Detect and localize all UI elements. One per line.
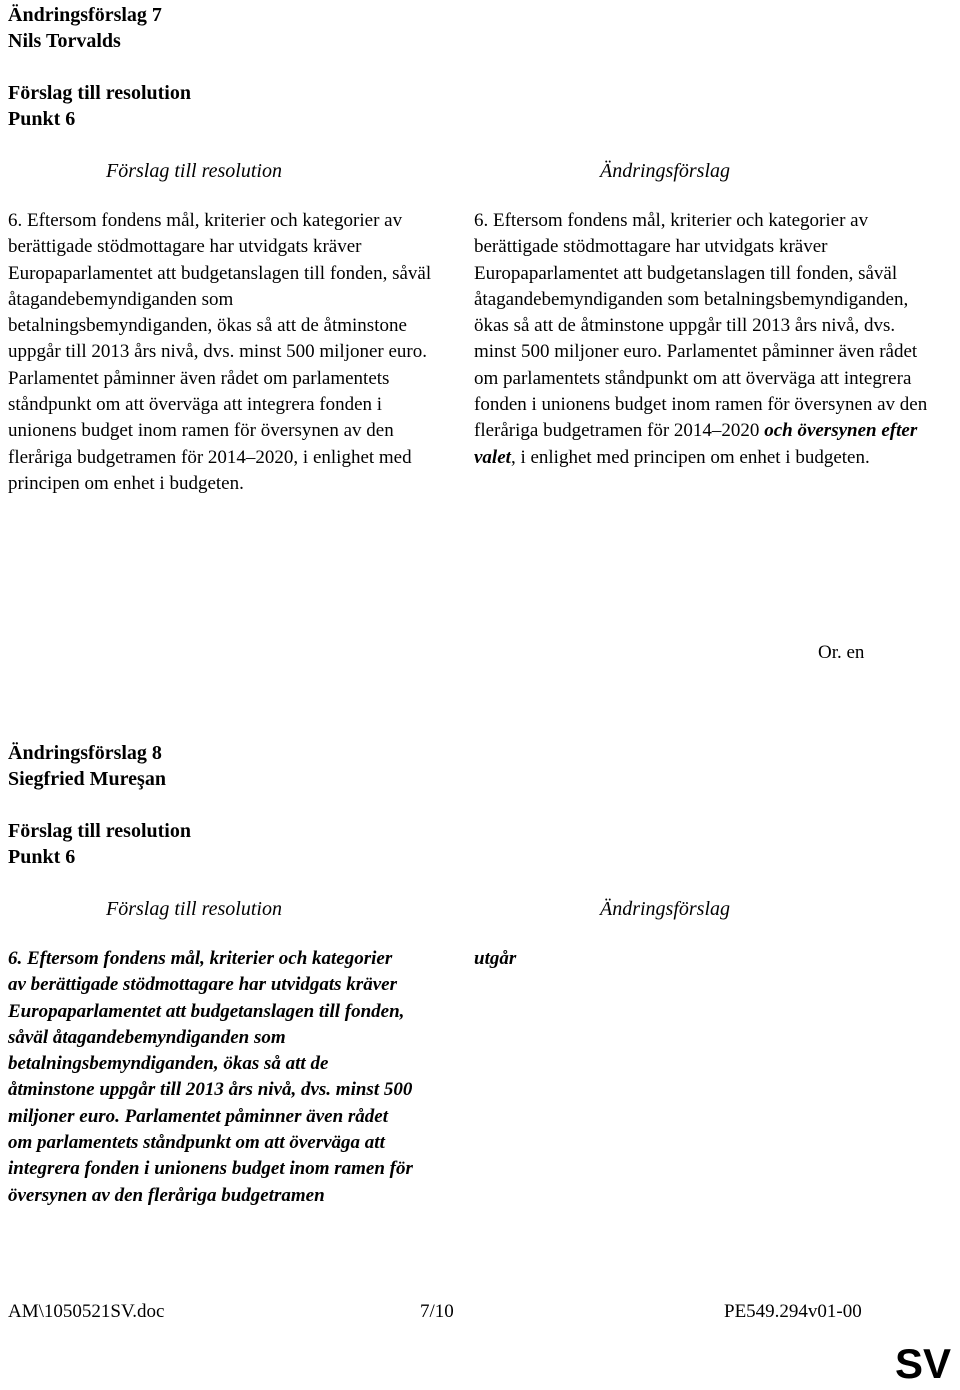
amended-text-start: 6. Eftersom fondens mål, kriterier och kategorier av berättigade stödmottagare har utvidgats kräver Europaparlamentet att budgetanslagen till fonden, såväl åtagandebemyndiganden som betalningsbemyndiganden, ökas så att de åtminstone uppgår till 2013 års nivå, dvs. minst 500 miljoner euro. Parlamentet påminner även rådet om parlamentets ståndpunkt om att överväga att integrera fonden i unionens budget inom ramen för översynen av den fleråriga budgetramen för 2014–2020 [474,210,928,442]
amendment-7-doc-type: Förslag till resolution [8,82,191,104]
amendment-7-original-text: 6. Eftersom fondens mål, kriterier och kategorier av berättigade stödmottagare har utvidgats kräver Europaparlamentet att budgetanslagen till fonden, såväl åtagandebemyndiganden som betalningsbemyndiganden, ökas så att de åtminstone uppgår till 2013 års nivå, dvs. minst 500 miljoner euro. Parlamentet påminner även rådet om parlamentets ståndpunkt om att överväga att integrera fonden i unionens budget inom ramen för översynen av den fleråriga budgetramen för 2014–2020, i enlighet med principen om enhet i budgeten. [8,210,432,494]
footer-doc-ref: AM\1050521SV.doc [8,1301,165,1322]
amendment-8-doc-type: Förslag till resolution [8,820,191,842]
footer-pe-ref: PE549.294v01-00 [724,1301,862,1322]
amended-text-end: , i enlighet med principen om enhet i budgeten. [510,446,870,468]
amended-text-inserted: och översynen efter valet [474,420,918,468]
amendment-8-title: Ändringsförslag 8 [8,742,162,764]
amendment-8-author: Siegfried Mureşan [8,768,166,790]
amendment-8-right-column-header: Ändringsförslag [600,898,731,920]
amendment-7-right-column-header: Ändringsförslag [600,160,731,182]
original-language: Or. en [818,642,865,663]
amendment-7-amended-text [474,208,934,471]
footer-page-number: 7/10 [420,1301,454,1322]
footer-language-code: SV [895,1340,952,1387]
amendment-7-author: Nils Torvalds [8,30,121,52]
amendment-8-deleted-marker: utgår [474,948,517,969]
amendment-8-point: Punkt 6 [8,846,76,868]
amendment-7-left-column-header: Förslag till resolution [106,160,282,182]
amendment-8-original-text: 6. Eftersom fondens mål, kriterier och kategorier av berättigade stödmottagare har utvidgats kräver Europaparlamentet att budgetanslagen till fonden, såväl åtagandebemyndiganden som betalningsbemyndiganden, ökas så att de åtminstone uppgår till 2013 års nivå, dvs. minst 500 miljoner euro. Parlamentet påminner även rådet om parlamentets ståndpunkt om att överväga att integrera fonden i unionens budget inom ramen för översynen av den fleråriga budgetramen [8,948,413,1206]
amendment-7-point: Punkt 6 [8,108,76,130]
amendment-7-title: Ändringsförslag 7 [8,4,162,26]
amendment-8-left-column-header: Förslag till resolution [106,898,282,920]
